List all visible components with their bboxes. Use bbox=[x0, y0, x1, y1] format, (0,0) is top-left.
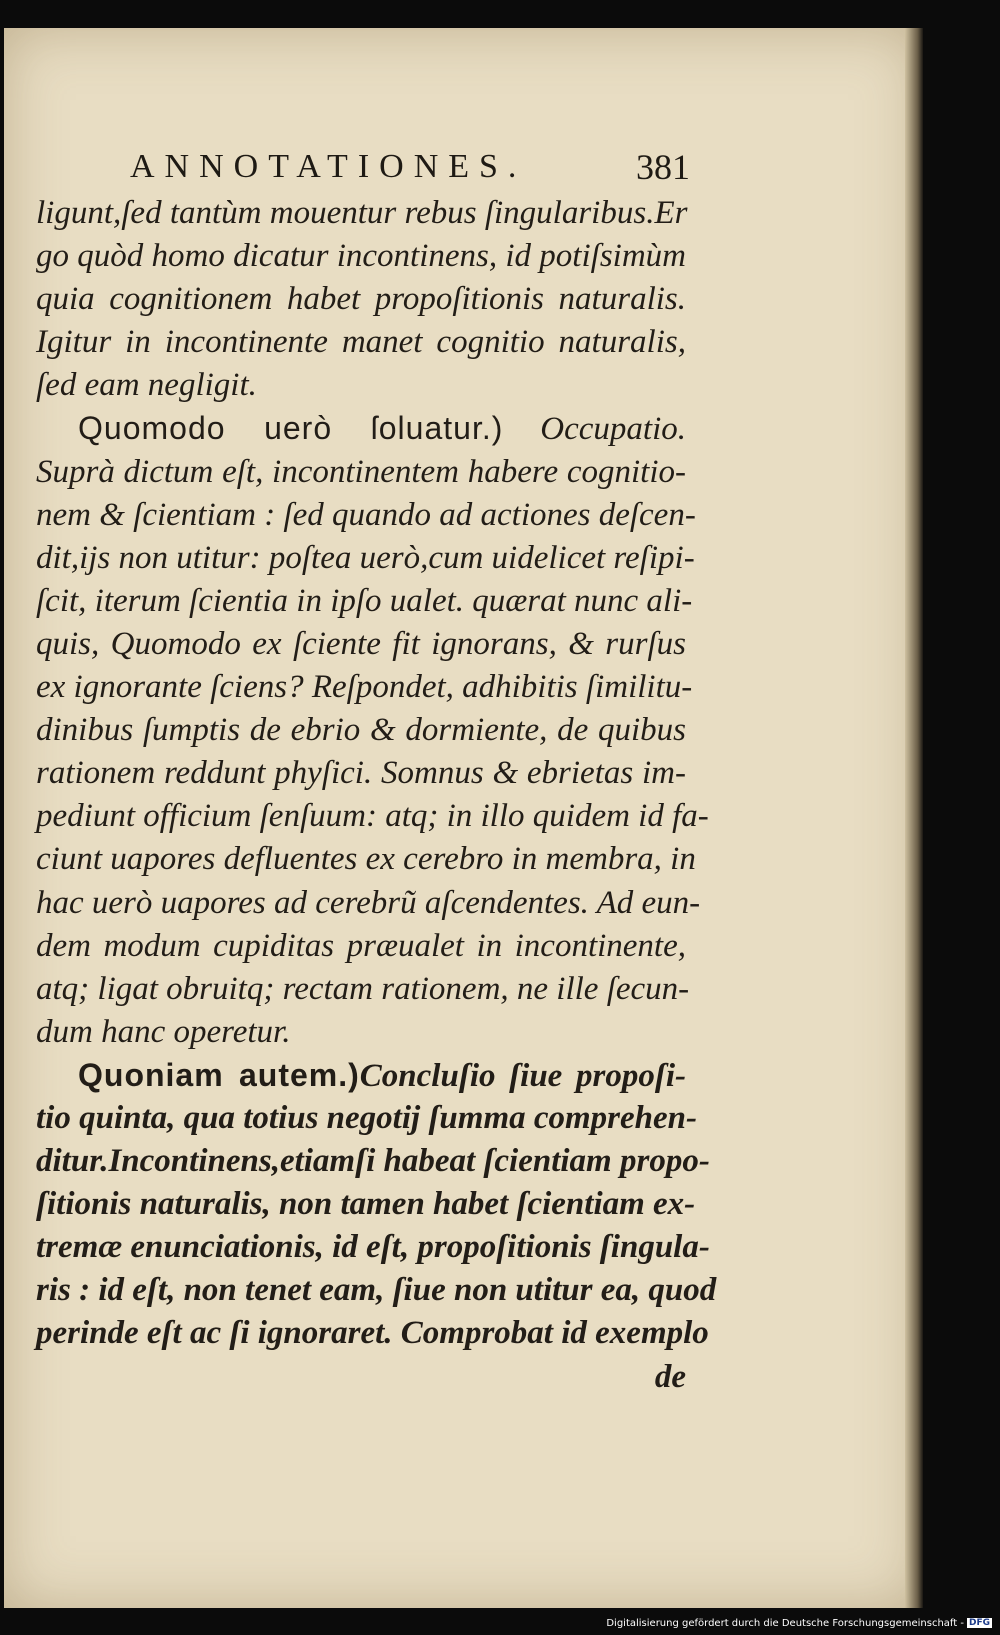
text-line: ciunt uapores defluentes ex cerebro in membra, in bbox=[36, 841, 696, 878]
lemma-rest: Occupatio. bbox=[503, 411, 686, 448]
text-line: rationem reddunt phyſici. Somnus & ebrietas im- bbox=[36, 755, 686, 792]
text-line: perinde eſt ac ſi ignoraret. Comprobat id exemplo bbox=[36, 1315, 709, 1352]
text-line: dinibus ſumptis de ebrio & dormiente, de quibus bbox=[36, 712, 686, 749]
lemma-quoniam: Quoniam autem.) bbox=[78, 1056, 360, 1093]
text-line: tremæ enunciationis, id eſt, propoſitionis ſingula- bbox=[36, 1229, 710, 1266]
text-line: dum hanc operetur. bbox=[36, 1013, 291, 1050]
text-line: pediunt officium ſenſuum: atq; in illo quidem id fa- bbox=[36, 798, 709, 835]
text-line: go quòd homo dicatur incontinens, id potiſsimùm bbox=[36, 238, 686, 275]
text-line: quia cognitionem habet propoſitionis naturalis. bbox=[36, 281, 686, 318]
page-number: 381 bbox=[636, 147, 690, 187]
text-line: ditur.Incontinens,etiamſi habeat ſcientiam propo- bbox=[36, 1143, 710, 1180]
text-line: ex ignorante ſciens? Reſpondet, adhibitis ſimilitu- bbox=[36, 669, 693, 706]
text-line: hac uerò uapores ad cerebrũ aſcendentes. Ad eun- bbox=[36, 884, 701, 921]
running-head: ANNOTATIONES. bbox=[130, 148, 527, 185]
text-line: ſitionis naturalis, non tamen habet ſcientiam ex- bbox=[36, 1186, 696, 1223]
credit-text: Digitalisierung gefördert durch die Deutsche Forschungsgemeinschaft - bbox=[606, 1618, 964, 1629]
text-line: ſed eam negligit. bbox=[36, 367, 257, 404]
paragraph-2-first-line bbox=[36, 407, 686, 450]
page-edge-shadow bbox=[905, 28, 923, 1608]
paragraph-3-first-line bbox=[36, 1054, 686, 1097]
text-line: ris : id eſt, non tenet eam, ſiue non utitur ea, quod bbox=[36, 1272, 717, 1309]
digitization-credit bbox=[606, 1618, 992, 1629]
text-line: tio quinta, qua totius negotij ſumma comprehen- bbox=[36, 1099, 698, 1136]
text-line: atq; ligat obruitq; rectam rationem, ne ille ſecun- bbox=[36, 970, 690, 1007]
text-line: ſcit, iterum ſcientia in ipſo ualet. quærat nunc ali- bbox=[36, 582, 693, 619]
lemma-quomodo: Quomodo uerò ſoluatur.) bbox=[78, 410, 504, 447]
text-line: ligunt,ſed tantùm mouentur rebus ſingularibus.Er bbox=[36, 195, 688, 231]
text-line: nem & ſcientiam : ſed quando ad actiones deſcen- bbox=[36, 496, 696, 533]
text-line: Igitur in incontinente manet cognitio naturalis, bbox=[36, 324, 686, 361]
text-line: dem modum cupiditas præualet in incontinente, bbox=[36, 927, 686, 964]
dfg-logo: DFG bbox=[968, 1618, 990, 1628]
text-line: dit,ijs non utitur: poſtea uerò,cum uidelicet reſipi- bbox=[36, 539, 695, 576]
catchword: de bbox=[654, 1358, 686, 1395]
lemma-rest: Concluſio ſiue propoſi- bbox=[359, 1057, 686, 1094]
text-line: Suprà dictum eſt, incontinentem habere cognitio- bbox=[36, 453, 686, 490]
text-block bbox=[36, 192, 717, 1399]
text-line: quis, Quomodo ex ſciente fit ignorans, & rurſus bbox=[36, 625, 686, 662]
